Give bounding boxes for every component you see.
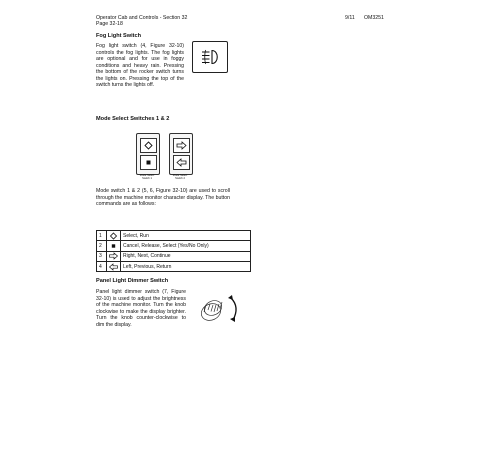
mode-select-text: Mode switch 1 & 2 (5, 6, Figure 32-10) are used to scroll through the machine monitor character display. The button commands are as follows: (96, 188, 230, 208)
command-number: 4 (97, 261, 107, 271)
section-title: Operator Cab and Controls - Section 32 (96, 15, 188, 21)
dimmer-text: Panel light dimmer switch (7, Figure 32-10) is used to adjust the brightness of the machine monitor. Turn the knob clockwise to make the display brighter. Turn the knob counter-clockwise to dim the display. (96, 289, 186, 328)
command-text: Left, Previous, Return (121, 261, 251, 271)
command-number: 1 (97, 231, 107, 241)
arrow-left-icon (107, 263, 120, 271)
arrow-right-icon (107, 252, 120, 260)
command-text: Select, Run (121, 231, 251, 241)
mode-select-switch-2 (169, 133, 193, 175)
command-text: Right, Next, Continue (121, 251, 251, 261)
command-text: Cancel, Release, Select (Yes/No Only) (121, 241, 251, 251)
fog-light-icon (193, 42, 227, 72)
square-icon (141, 156, 156, 169)
square-icon (107, 242, 120, 250)
page-number: Page 32-18 (96, 21, 123, 28)
command-number: 2 (97, 241, 107, 251)
dimmer-knob-icon (196, 292, 244, 326)
mode-select-switch-1 (136, 133, 160, 175)
dimmer-knob-image (196, 292, 244, 326)
fog-light-switch-image (192, 41, 228, 73)
diamond-icon (107, 232, 120, 240)
table-row (97, 241, 251, 251)
button-commands-table (96, 230, 251, 272)
diamond-icon (141, 139, 156, 152)
mode-select-switch-2-label: Mode Select Switch 2 (172, 174, 188, 180)
arrow-left-icon (174, 156, 189, 169)
command-number: 3 (97, 251, 107, 261)
dimmer-heading: Panel Light Dimmer Switch (96, 278, 169, 284)
mode-select-switch-1-label: Mode Select Switch 1 (139, 174, 155, 180)
fog-light-text: Fog light switch (4, Figure 32-10) controls the fog lights. The fog lights are optional and for use in foggy conditions and heavy rain. Pressing the bottom of the rocker switch turns the lights on. Pressing the top of the switch turns the lights off. (96, 43, 184, 89)
fog-light-heading: Fog Light Switch (96, 33, 142, 39)
mode-select-heading: Mode Select Switches 1 & 2 (96, 116, 170, 122)
table-row (97, 231, 251, 241)
header-date: 9/11 (345, 15, 355, 21)
table-row (97, 251, 251, 261)
table-row (97, 261, 251, 271)
arrow-right-icon (174, 139, 189, 152)
page-header (96, 15, 187, 28)
doc-code: OM3251 (364, 15, 384, 21)
